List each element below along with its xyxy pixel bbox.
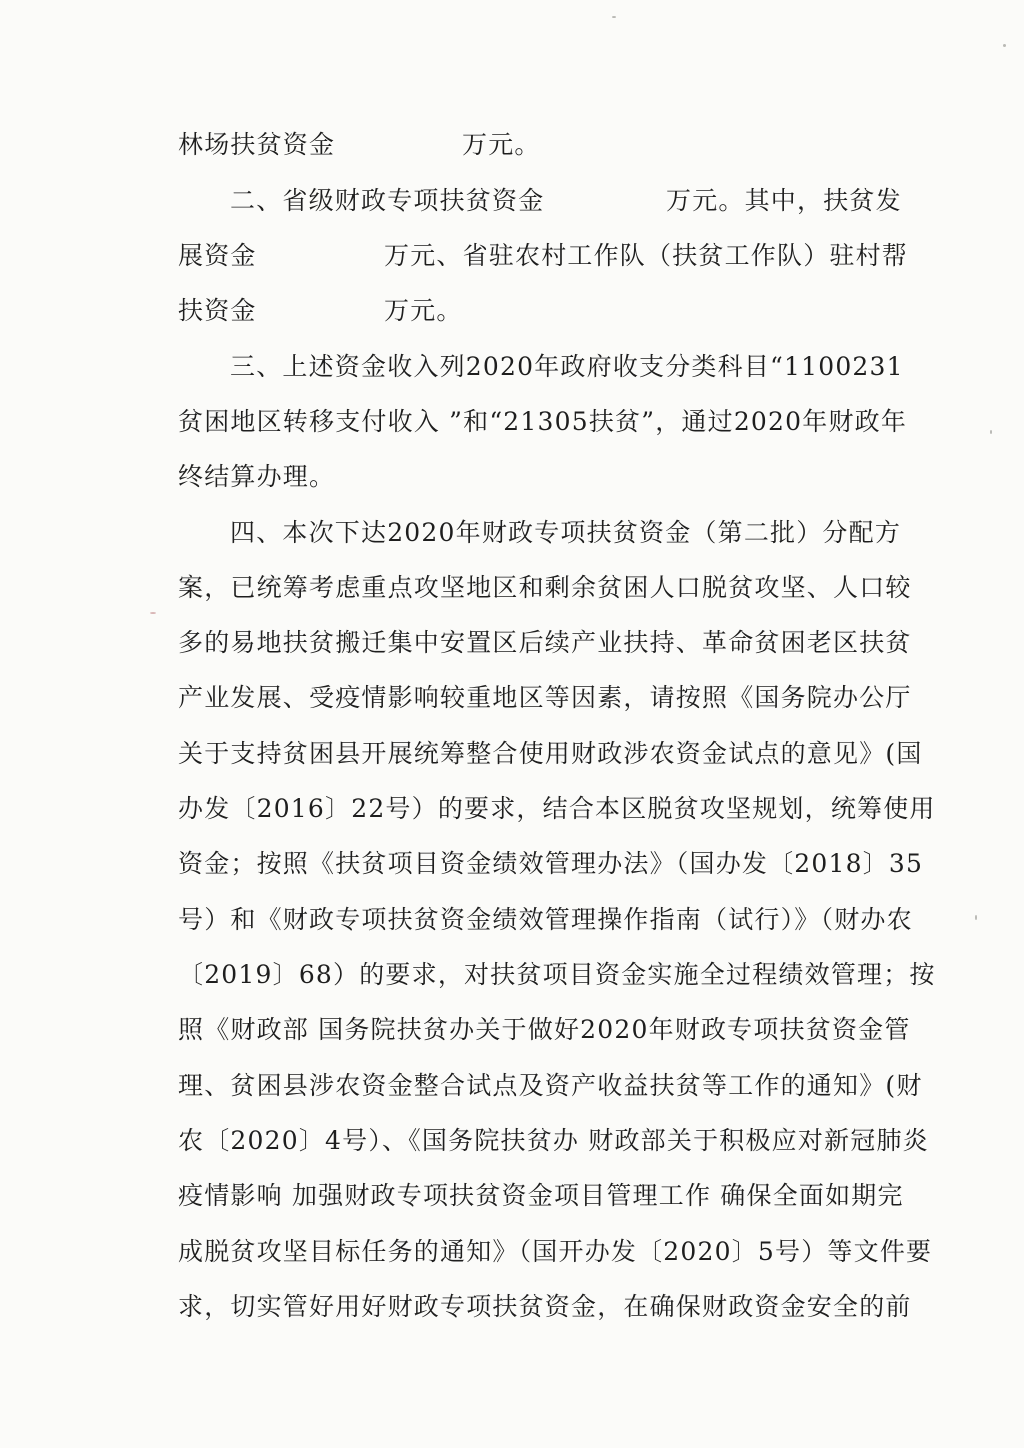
text-line-6: 贫困地区转移支付收入 ”和“21305扶贫”，通过2020年财政年 — [178, 407, 908, 436]
text-line-8: 四、本次下达2020年财政专项扶贫资金（第二批）分配方 — [230, 518, 902, 547]
text-line-20: 疫情影响 加强财政专项扶贫资金项目管理工作 确保全面如期完 — [178, 1181, 904, 1210]
scan-speck — [150, 612, 156, 614]
text-segment: 万元。其中，扶贫发 — [666, 186, 902, 215]
text-line-19: 农〔2020〕4号）、《国务院扶贫办 财政部关于积极应对新冠肺炎 — [178, 1126, 929, 1155]
text-line-15: 号）和《财政专项扶贫资金绩效管理操作指南（试行）》（财办农 — [178, 905, 913, 934]
text-segment: 林场扶贫资金 — [178, 130, 336, 159]
text-line-17: 照《财政部 国务院扶贫办关于做好2020年财政专项扶贫资金管 — [178, 1015, 911, 1044]
text-segment: 万元。 — [384, 296, 463, 325]
text-segment: 万元。 — [462, 130, 541, 159]
text-line-9: 案，已统筹考虑重点攻坚地区和剩余贫困人口脱贫攻坚、人口较 — [178, 573, 912, 602]
scan-speck — [612, 16, 616, 18]
text-line-10: 多的易地扶贫搬迁集中安置区后续产业扶持、革命贫困老区扶贫 — [178, 628, 912, 657]
scan-speck — [990, 430, 992, 434]
text-line-7: 终结算办理。 — [178, 462, 336, 491]
text-line-16: 〔2019〕68）的要求，对扶贫项目资金实施全过程绩效管理；按 — [178, 960, 936, 989]
text-line-13: 办发〔2016〕22号）的要求，结合本区脱贫攻坚规划，统筹使用 — [178, 794, 936, 823]
text-line-12: 关于支持贫困县开展统筹整合使用财政涉农资金试点的意见》(国 — [178, 739, 923, 768]
text-line-22: 求，切实管好用好财政专项扶贫资金，在确保财政资金安全的前 — [178, 1292, 912, 1321]
text-line-5: 三、上述资金收入列2020年政府收支分类科目“1100231 — [230, 352, 904, 381]
scan-speck — [1003, 44, 1006, 47]
text-segment: 扶资金 — [178, 296, 257, 325]
text-line-21: 成脱贫攻坚目标任务的通知》（国开办发〔2020〕5号）等文件要 — [178, 1237, 933, 1266]
text-line-18: 理、贫困县涉农资金整合试点及资产收益扶贫等工作的通知》(财 — [178, 1071, 923, 1100]
text-segment: 万元、省驻农村工作队（扶贫工作队）驻村帮 — [384, 241, 909, 270]
text-line-14: 资金；按照《扶贫项目资金绩效管理办法》（国办发〔2018〕35 — [178, 849, 924, 878]
scan-speck — [975, 915, 977, 920]
text-segment: 二、省级财政专项扶贫资金 — [230, 186, 545, 215]
text-segment: 展资金 — [178, 241, 257, 270]
text-line-11: 产业发展、受疫情影响较重地区等因素，请按照《国务院办公厅 — [178, 683, 912, 712]
